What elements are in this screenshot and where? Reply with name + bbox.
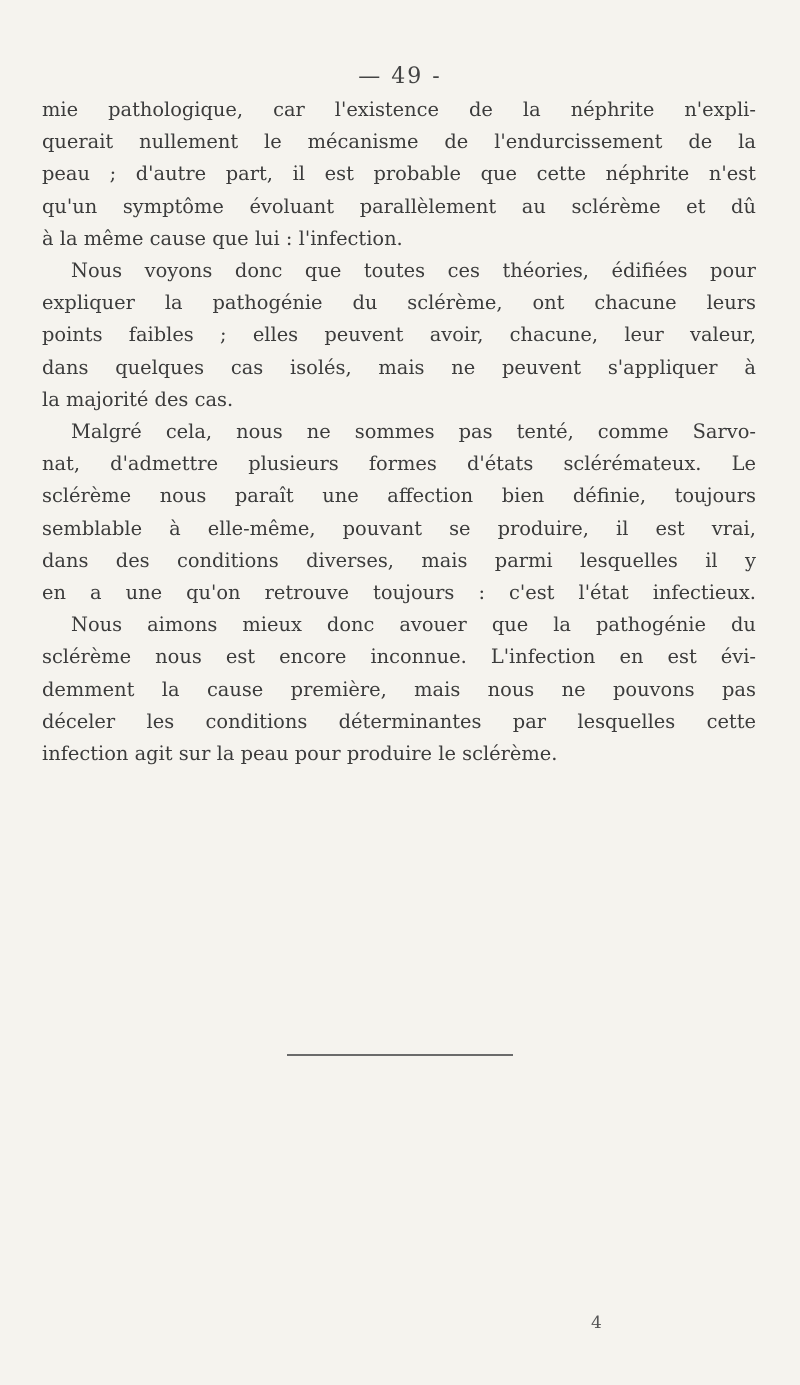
text-line: sclérème nous est encore inconnue. L'infection en est évi- xyxy=(42,645,756,669)
text-line: à la même cause que lui : l'infection. xyxy=(42,226,403,250)
text-line: demment la cause première, mais nous ne pouvons pas xyxy=(42,677,756,701)
text-line: qu'un symptôme évoluant parallèlement au sclérème et dû xyxy=(42,194,756,218)
text-line: Nous voyons donc que toutes ces théories, édifiées pour xyxy=(71,259,756,283)
page-number: — 49 - xyxy=(358,64,442,89)
text-line: querait nullement le mécanisme de l'endurcissement de la xyxy=(42,130,756,154)
signature-mark: 4 xyxy=(591,1313,602,1333)
section-divider xyxy=(287,1054,513,1056)
text-line: en a une qu'on retrouve toujours : c'est l'état infectieux. xyxy=(42,581,756,605)
text-line: dans quelques cas isolés, mais ne peuvent s'appliquer à xyxy=(42,355,756,379)
text-line: Nous aimons mieux donc avouer que la pathogénie du xyxy=(71,613,756,637)
text-line: déceler les conditions déterminantes par lesquelles cette xyxy=(42,709,756,733)
text-line: infection agit sur la peau pour produire le sclérème. xyxy=(42,742,558,766)
text-line: points faibles ; elles peuvent avoir, chacune, leur valeur, xyxy=(42,323,756,347)
body-text xyxy=(42,94,756,770)
text-line: la majorité des cas. xyxy=(42,387,234,411)
text-line: peau ; d'autre part, il est probable que cette néphrite n'est xyxy=(42,162,756,186)
text-line: nat, d'admettre plusieurs formes d'états sclérémateux. Le xyxy=(42,452,756,476)
text-line: dans des conditions diverses, mais parmi lesquelles il y xyxy=(42,548,756,572)
text-line: semblable à elle-même, pouvant se produire, il est vrai, xyxy=(42,516,756,540)
text-line: mie pathologique, car l'existence de la néphrite n'expli- xyxy=(42,98,756,121)
text-line: Malgré cela, nous ne sommes pas tenté, comme Sarvo- xyxy=(71,420,756,444)
text-line: expliquer la pathogénie du sclérème, ont chacune leurs xyxy=(42,291,756,315)
text-line: sclérème nous paraît une affection bien définie, toujours xyxy=(42,484,756,508)
